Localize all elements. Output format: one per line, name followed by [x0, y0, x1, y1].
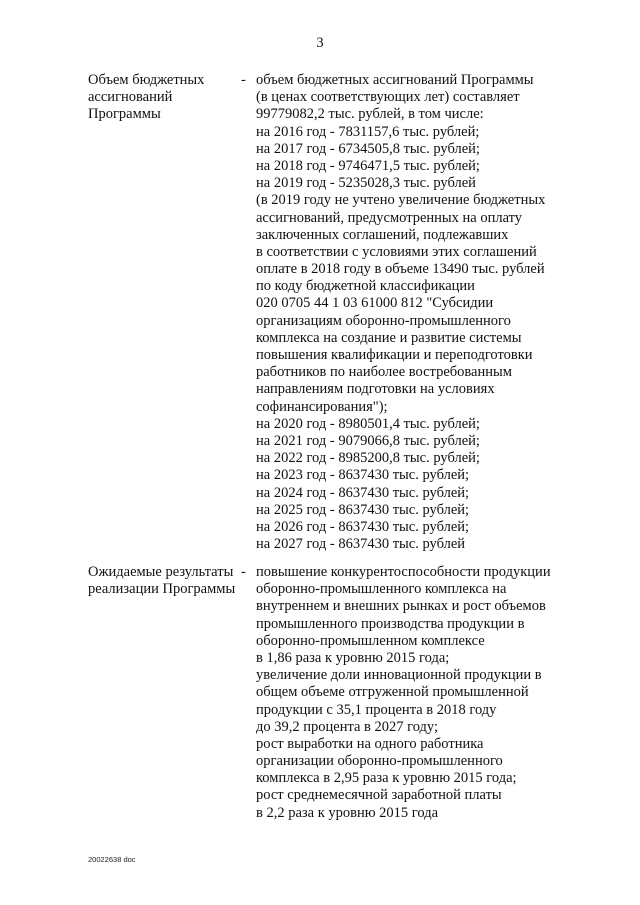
text-line: организациям оборонно-промышленного: [256, 312, 511, 329]
text-line: повышения квалификации и переподготовки: [256, 347, 533, 363]
text-line: до 39,2 процента в 2027 году;: [256, 718, 439, 735]
text-line: на 2027 год - 8637430 тыс. рублей: [256, 536, 466, 553]
label-line: Программы: [88, 106, 161, 123]
text-line: увеличение доли инновационной продукции в: [256, 667, 542, 684]
text-line: на 2026 год - 8637430 тыс. рублей;: [256, 518, 470, 535]
budget-section-text: [256, 72, 545, 553]
text-line: на 2019 год - 5235028,3 тыс. рублей: [256, 175, 476, 192]
label-line: ассигнований: [88, 89, 173, 106]
text-line: направлениям подготовки на условиях: [256, 381, 495, 398]
label-line: Объем бюджетных: [88, 72, 205, 88]
text-line: внутреннем и внешних рынках и рост объемов: [256, 598, 546, 615]
text-line: рост выработки на одного работника: [256, 735, 484, 752]
text-line: промышленного производства продукции в: [256, 615, 525, 632]
text-line: повышение конкурентоспособности продукции: [256, 564, 551, 580]
text-line: оплате в 2018 году в объеме 13490 тыс. рублей: [256, 261, 545, 278]
text-line: оборонно-промышленном комплексе: [256, 632, 485, 649]
text-line: организации оборонно-промышленного: [256, 753, 503, 770]
budget-section-dash: -: [241, 72, 246, 88]
label-line: Ожидаемые результаты: [88, 564, 234, 580]
text-line: софинансирования");: [256, 398, 388, 415]
text-line: объем бюджетных ассигнований Программы: [256, 72, 534, 88]
text-line: (в ценах соответствующих лет) составляет: [256, 89, 520, 106]
text-line: 020 0705 44 1 03 61000 812 "Субсидии: [256, 295, 494, 312]
text-line: (в 2019 году не учтено увеличение бюджетных: [256, 192, 546, 209]
text-line: на 2018 год - 9746471,5 тыс. рублей;: [256, 157, 480, 174]
text-line: оборонно-промышленного комплекса на: [256, 581, 507, 598]
text-line: 99779082,2 тыс. рублей, в том числе:: [256, 106, 484, 123]
text-line: комплекса в 2,95 раза к уровню 2015 года;: [256, 770, 517, 787]
text-line: заключенных соглашений, подлежавших: [256, 226, 509, 243]
budget-section-label: [88, 72, 204, 124]
text-line: в 2,2 раза к уровню 2015 года: [256, 804, 439, 821]
text-line: на 2016 год - 7831157,6 тыс. рублей;: [256, 123, 480, 140]
text-line: на 2021 год - 9079066,8 тыс. рублей;: [256, 432, 480, 449]
text-line: в соответствии с условиями этих соглашений: [256, 243, 537, 260]
results-section-text: [256, 564, 551, 822]
results-section-label: [88, 564, 235, 598]
file-code-footer: 20022638 doc: [88, 855, 136, 864]
page-number: 3: [316, 35, 324, 51]
results-section-dash: -: [241, 564, 246, 580]
text-line: на 2025 год - 8637430 тыс. рублей;: [256, 501, 470, 518]
text-line: в 1,86 раза к уровню 2015 года;: [256, 649, 450, 666]
text-line: продукции с 35,1 процента в 2018 году: [256, 701, 497, 718]
text-line: работников по наиболее востребованным: [256, 364, 512, 381]
text-line: общем объеме отгруженной промышленной: [256, 684, 529, 701]
text-line: на 2024 год - 8637430 тыс. рублей;: [256, 484, 470, 501]
text-line: по коду бюджетной классификации: [256, 278, 475, 295]
text-line: рост среднемесячной заработной платы: [256, 787, 502, 804]
text-line: на 2017 год - 6734505,8 тыс. рублей;: [256, 140, 480, 157]
label-line: реализации Программы: [88, 581, 236, 598]
text-line: на 2020 год - 8980501,4 тыс. рублей;: [256, 415, 480, 432]
text-line: на 2022 год - 8985200,8 тыс. рублей;: [256, 450, 480, 467]
text-line: на 2023 год - 8637430 тыс. рублей;: [256, 467, 470, 484]
text-line: комплекса на создание и развитие системы: [256, 329, 522, 346]
text-line: ассигнований, предусмотренных на оплату: [256, 209, 523, 226]
